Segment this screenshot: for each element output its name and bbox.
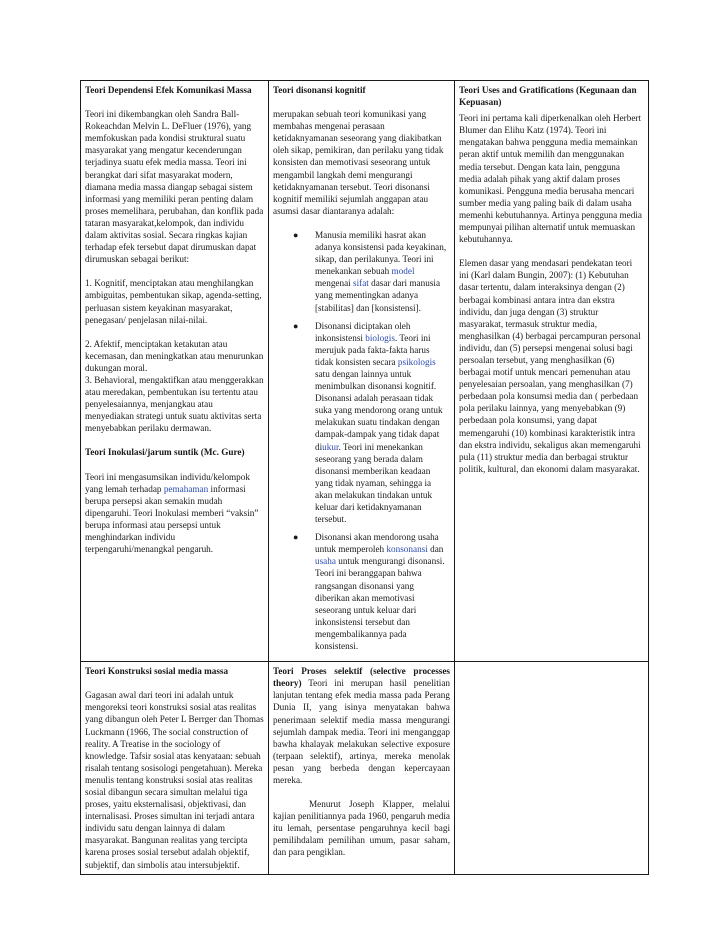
table-cell-empty — [455, 662, 649, 875]
cell-paragraph: 3. Behavioral, mengaktifkan atau menggerakkan atau meredakan, pembentukan isu tertentu atau penyelesaiannya, menjangkau atau menyediakan strategi untuk suatu aktivitas serta menyebabkan perilaku dermawan. — [85, 374, 264, 434]
cell-heading: Teori Uses and Gratifications (Kegunaan dan Kepuasan) — [459, 85, 637, 108]
hyperlink[interactable]: konsonansi — [386, 544, 428, 555]
hyperlink[interactable]: biologis — [365, 332, 395, 343]
list-item: ● Disonansi akan mendorong usaha untuk memperoleh konsonansi dan usaha untuk mengurangi disonansi. Teori ini beranggapan bahwa rangsangan disonansi yang diberikan akan memotivasi seseorang untuk keluar dari inkonsistensi tersebut dan mengembalikannya pada konsistensi. — [293, 532, 445, 652]
cell-paragraph: 2. Afektif, menciptakan ketakutan atau kecemasan, dan meningkatkan atau menurunkan dukungan moral. — [85, 338, 264, 373]
cell-paragraph: Teori ini mengasumsikan individu/kelompok yang lemah terhadap pemahaman informasi berupa persepsi akan semakin mudah dipengaruhi. Teori Inokulasi memberi “vaksin” berupa informasi atau persepsi untuk menghindarkan individu terpengaruhi/menangkal pengaruh. — [85, 471, 259, 555]
theory-table — [80, 80, 649, 875]
table-cell-dependency-theory — [81, 81, 269, 662]
cell-paragraph: Teori Proses selektif (selective processes theory) Teori ini merupan hasil penelitian lanjutan tentang efek media massa pada Perang Dunia II, yang isinya menyatakan bahwa penerimaan selektif media massa mengurangi sejumlah dampak media. Teori ini menganggap bawha khalayak melakukan selective exposure (terpaan selektif), artinya, mereka menolak pesan yang berbeda dengan kepercayaan mereka. — [273, 666, 450, 785]
cell-heading: Teori Proses selektif (selective processes theory) — [273, 666, 450, 689]
table-row — [81, 662, 649, 875]
table-cell-social-construction — [81, 662, 269, 875]
table-cell-uses-gratifications — [455, 81, 649, 662]
hyperlink[interactable]: ukur — [322, 441, 339, 452]
cell-paragraph: Gagasan awal dari teori ini adalah untuk mengoreksi teori konstruksi sosial atas realitas yang dibangun oleh Peter L Berrger dan Thomas Luckmann (1966, The social construction of reality. A Treatise in the sociology of knowledge. Tafsir sosial atas kenyataan: sebuah risalah tentang sosisologi pengetahuan). Mereka menulis tentang konstruksi sosial atas realitas sosial dibangun secara simultan melalui tiga proses, yaitu eksternalisasi, objektivasi, dan internalisasi. Proses simultan ini terjadi antara individu satu dengan lainnya di dalam masyarakat. Bangunan realitas yang tercipta karena proses sosial tersebut adalah objektif, subjektif, dan simbolis atau intersubjektif. — [85, 690, 264, 870]
bullet-icon: ● — [293, 532, 299, 543]
hyperlink[interactable]: sifat — [353, 278, 369, 289]
hyperlink[interactable]: model — [391, 266, 415, 277]
table-cell-selective-processes — [269, 662, 455, 875]
hyperlink[interactable]: pemahaman — [163, 483, 209, 494]
cell-heading: Teori disonansi kognitif — [273, 85, 366, 95]
hyperlink[interactable]: usaha — [315, 556, 336, 567]
table-cell-cognitive-dissonance — [269, 81, 455, 662]
cell-paragraph: 1. Kognitif, menciptakan atau menghilangkan ambiguitas, pembentukan sikap, agenda-setting, perluasan sistem keyakinan masyarakat, penegasan/ penjelasan nilai-nilai. — [85, 278, 262, 325]
list-item: ● Disonansi diciptakan oleh inkonsistensi biologis. Teori ini merujuk pada fakta-fakta harus tidak konsisten secara psikologis satu dengan lainnya untuk menimbulkan disonansi kognitif. Disonansi adalah perasaan tidak suka yang mendorong orang untuk melakukan suatu tindakan dengan dampak-dampak yang tidak dapat diukur. Teori ini menekankan seseorang yang berada dalam disonansi memberikan keadaan yang tidak nyaman, sehingga ia akan melakukan tindakan untuk keluar dari ketidaknyamanan tersebut. — [293, 320, 443, 525]
bullet-icon: ● — [293, 229, 299, 240]
cell-heading: Teori Dependensi Efek Komunikasi Massa — [85, 85, 252, 95]
list-item: ● Manusia memiliki hasrat akan adanya konsistensi pada keyakinan, sikap, dan perilakunya. Teori ini menekankan sebuah model mengenai sifat dasar dari manusia yang mementingkan adanya [stabilitas] dan [konsistensi]. — [293, 229, 447, 313]
cell-paragraph: merupakan sebuah teori komunikasi yang membahas mengenai perasaan ketidaknyamanan seseorang yang diakibatkan oleh sikap, pemikiran, dan perilaku yang tidak konsisten dan memotivasi seseorang untuk mengambil langkah demi mengurangi ketidaknyamanan tersebut. Teori disonansi kognitif memiliki sejumlah anggapan atau asumsi dasar diantaranya adalah: — [273, 109, 444, 216]
bullet-list — [273, 229, 450, 652]
hyperlink[interactable]: psikologis — [397, 356, 436, 367]
cell-heading: Teori Konstruksi sosial media massa — [85, 666, 229, 677]
cell-paragraph: Menurut Joseph Klapper, melalui kajian penilitiannya pada 1960, pengaruh media itu lemah, persentase pengaruhnya kecil bagi pemilihdalam pemilihan umum, pasar saham, dan para pengiklan. — [273, 799, 450, 858]
document-page — [80, 80, 648, 875]
cell-paragraph: Elemen dasar yang mendasari pendekatan teori ini (Karl dalam Bungin, 2007): (1) Kebutuhan dasar tertentu, dalam interaksinya dengan (2) berbagai kombinasi antara intra dan ekstra individu, dan juga dengan (3) struktur masyarakat, termasuk struktur media, menghasilkan (4) berbagai percampuran personal individu, dan (5) persepsi mengenai solusi bagi persoalan tersebut, yang menghasilkan (6) berbagai motif untuk mencari pemenuhan atau penyelesaian persoalan, yang menghasilkan (7) perbedaan pola konsumsi media dan ( perbedaan pola perilaku lainnya, yang menyebabkan (9) perbedaan pola konsumsi, yang dapat memengaruhi (10) kombinasi karakteristik intra dan ekstra individu, sekaligus akan memengaruhi pula (11) struktur media dan berbagai struktur politik, kultural, dan ekonomi dalam masyarakat. — [459, 258, 641, 474]
cell-paragraph: Teori ini pertama kali diperkenalkan oleh Herbert Blumer dan Elihu Katz (1974). Teori ini mengatakan bahwa pengguna media memainkan peran aktif untuk memilih dan menggunakan media tersebut. Dengan kata lain, pengguna media adalah pihak yang aktif dalam proses komunikasi. Pengguna media berusaha mencari sumber media yang paling baik di dalam usaha memenhi kebutuhannya. Artinya pengguna media mempunyai pilihan alternatif untuk memuaskan kebutuhannya. — [459, 113, 642, 245]
bullet-icon: ● — [293, 320, 299, 331]
table-row — [81, 81, 649, 662]
cell-heading: Teori Inokulasi/jarum suntik (Mc. Gure) — [85, 447, 245, 458]
cell-paragraph: Teori ini dikembangkan oleh Sandra Ball-Rokeachdan Melvin L. DeFluer (1976), yang memfokuskan pada kondisi struktural suatu masyarakat yang mengatur kecenderungan terjadinya suatu efek media massa. Teori ini berangkat dari sifat masyarakat modern, diamana media massa diangap sebagai sistem informasi yang memiliki peran penting dalam proses memelihara, perubahan, dan konflik pada tataran masyarakat,kelompok, dan individu dalam aktivitas sosial. Secara ringkas kajian terhadap efek tersebut dapat dirumuskan dapat dirumuskan sebagai berikut: — [85, 109, 264, 265]
